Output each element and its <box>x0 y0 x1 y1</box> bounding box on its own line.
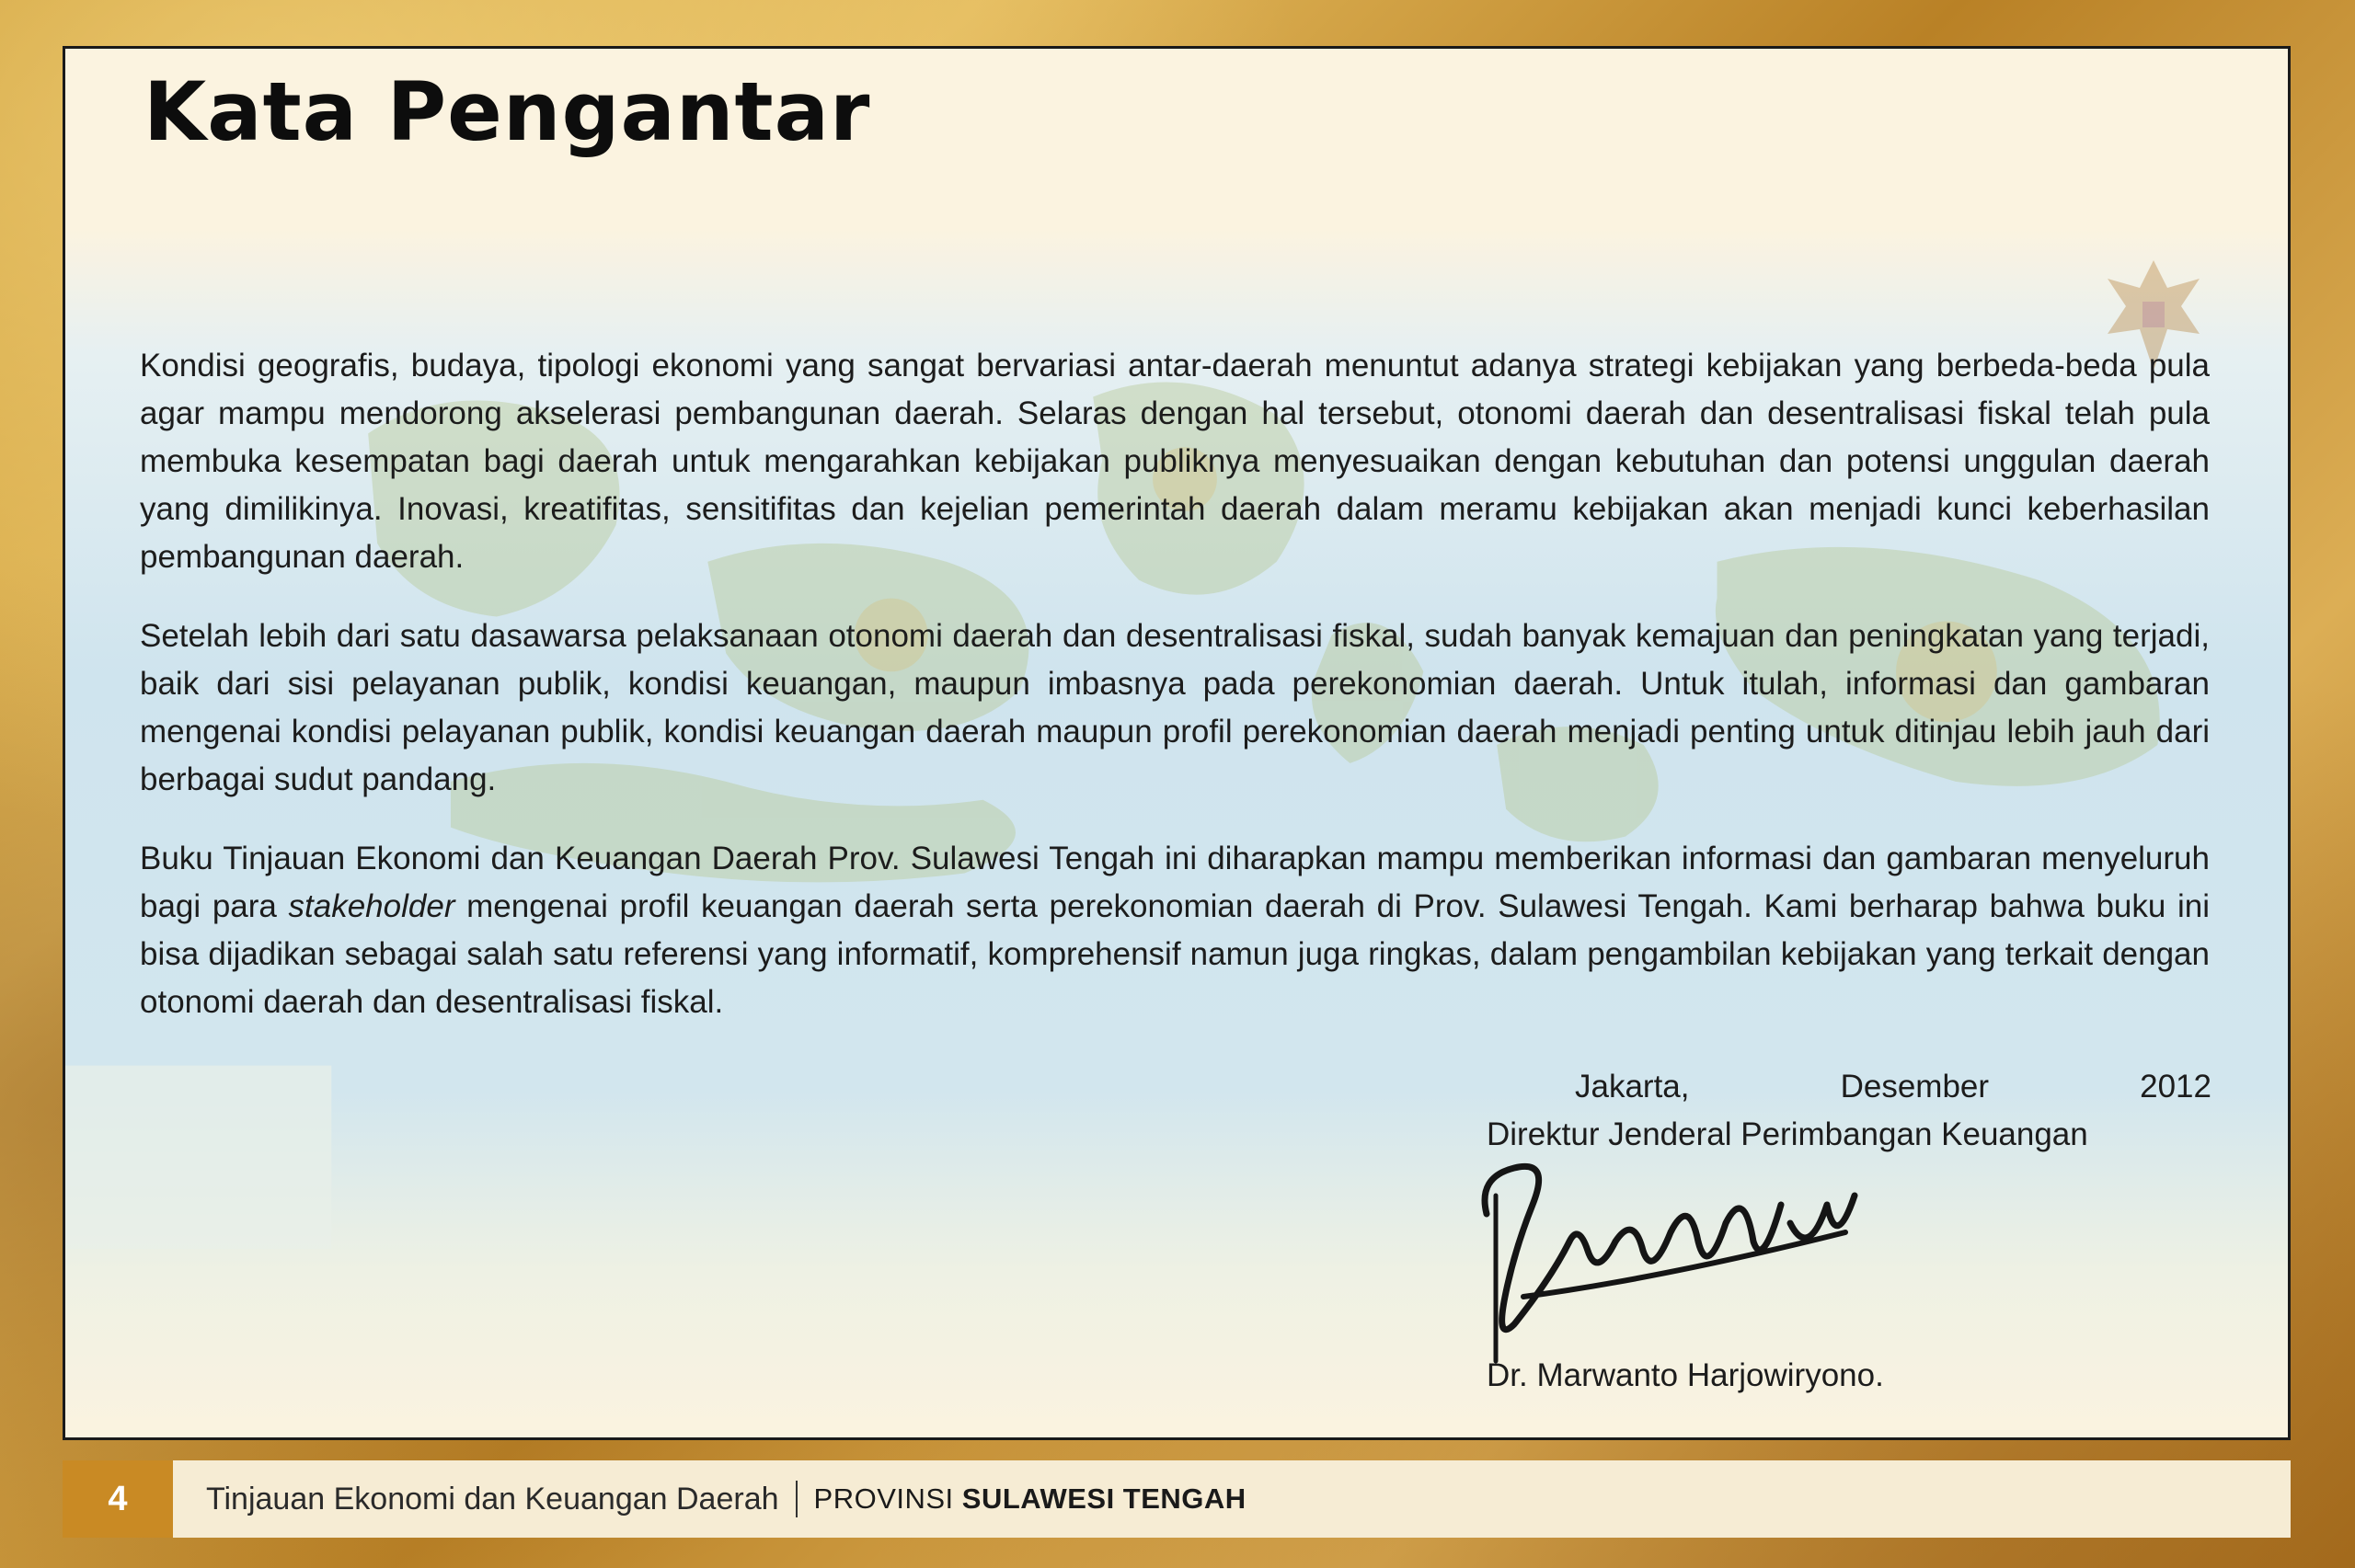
sig-month: Desember <box>1840 1069 1990 1104</box>
sig-year: 2012 <box>2140 1069 2211 1104</box>
footer-province <box>814 1482 1246 1516</box>
paragraph-1: Kondisi geografis, budaya, tipologi ekonomi yang sangat bervariasi antar-daerah menuntut adanya strategi kebijakan yang berbeda-beda pula agar mampu mendorong akselerasi pembangunan daerah. Selaras dengan hal tersebut, otonomi daerah dan desentralisasi fiskal telah pula membuka kesempatan bagi daerah untuk mengarahkan kebijakan publiknya menyesuaikan dengan kebutuhan dan potensi unggulan daerah yang dimilikinya. Inovasi, kreatifitas, sensitifitas dan kejelian pemerintah daerah dalam meramu kebijakan akan menjadi kunci keberhasilan pembangunan daerah. <box>140 348 2210 575</box>
place-date-line <box>1487 1063 2211 1111</box>
stakeholder-term: stakeholder <box>288 888 455 924</box>
footer-divider <box>796 1481 798 1517</box>
footer-province-name: SULAWESI TENGAH <box>961 1482 1246 1515</box>
paragraph-2: Setelah lebih dari satu dasawarsa pelaksanaan otonomi daerah dan desentralisasi fiskal, sudah banyak kemajuan dan peningkatan yang terjadi, baik dari sisi pelayanan publik, kondisi keuangan, maupun imbasnya pada perekonomian daerah. Untuk itulah, informasi dan gambaran mengenai kondisi pelayanan publik, kondisi keuangan daerah maupun profil perekonomian daerah menjadi penting untuk ditinjau lebih jauh dari berbagai sudut pandang. <box>140 618 2210 797</box>
paragraph-3-end: mengenai profil keuangan daerah serta perekonomian daerah di Prov. Sulawesi Tengah. Kami berharap bahwa buku ini bisa dijadikan sebagai salah satu referensi yang informatif, komprehensif namun juga ringkas, dalam pengambilan kebijakan yang terkait dengan otonomi daerah dan desentralisasi fiskal. <box>140 888 2211 1020</box>
foreword-body <box>140 342 2210 1058</box>
page-footer <box>63 1460 2291 1538</box>
paragraph-3 <box>140 835 2210 1026</box>
page-title: Kata Pengantar <box>144 64 871 159</box>
paragraph-3-start: Buku Tinjauan Ekonomi dan Keuangan Daerah Prov. Sulawesi Tengah ini diharapkan mampu memberikan informasi dan gambaran menyeluruh bagi para <box>140 841 2210 924</box>
sig-place: Jakarta, <box>1575 1069 1690 1104</box>
footer-book-title: Tinjauan Ekonomi dan Keuangan Daerah <box>206 1481 779 1516</box>
footer-province-prefix: PROVINSI <box>813 1482 954 1515</box>
page-number: 4 <box>63 1460 173 1538</box>
signatory-name: Dr. Marwanto Harjowiryono. <box>1487 1357 1884 1393</box>
sig-role: Direktur Jenderal Perimbangan Keuangan <box>1487 1116 2088 1152</box>
